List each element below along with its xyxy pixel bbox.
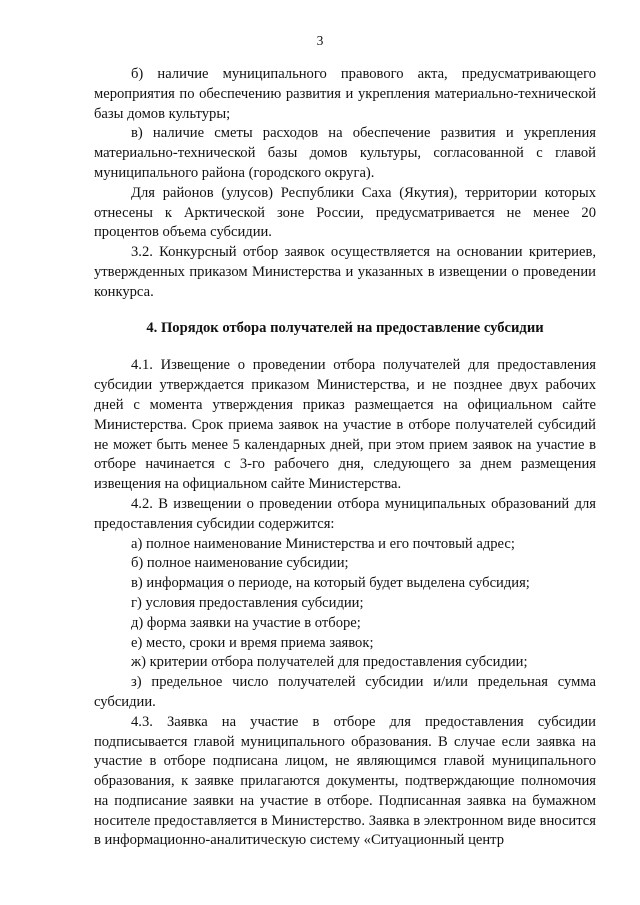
list-item-a: а) полное наименование Министерства и его почтовый адрес; <box>131 535 515 552</box>
list-item-g: г) условия предоставления субсидии; <box>131 594 364 611</box>
list-item-v: в) информация о периоде, на который будет выделена субсидия; <box>131 575 530 592</box>
section-heading: 4. Порядок отбора получателей на предоставление субсидии <box>146 319 544 336</box>
document-body <box>94 65 596 851</box>
paragraph-v-cost-estimate: в) наличие сметы расходов на обеспечение развития и укрепления материально-технической базы домов культуры, согласованной с главой муниципального района (городского округа). <box>94 125 596 181</box>
list-item-d: д) форма заявки на участие в отборе; <box>131 614 361 631</box>
paragraph-b-municipal-act: б) наличие муниципального правового акта, предусматривающего мероприятия по обеспечению развития и укрепления материально-технической базы домов культуры; <box>94 66 596 122</box>
list-item-zh: ж) критерии отбора получателей для предоставления субсидии; <box>131 654 528 671</box>
paragraph-4-3: 4.3. Заявка на участие в отборе для предоставления субсидии подписывается главой муниципального образования. В случае если заявка на участие в отборе подписана лицом, не являющимся главой муниципального образования, к заявке прилагаются документы, подтверждающие полномочия на подписание заявки на участие в отборе. Подписанная заявка на бумажном носителе предоставляется в Министерство. Заявка в электронном виде вносится в информационно-аналитическую систему «Ситуационный центр <box>94 713 596 849</box>
list-item-z: з) предельное число получателей субсидии и/или предельная сумма субсидии. <box>94 674 596 710</box>
paragraph-arctic-districts: Для районов (улусов) Республики Саха (Якутия), территории которых отнесены к Арктической зоне России, предусматривается не менее 20 процентов объема субсидии. <box>94 184 596 241</box>
paragraph-3-2: 3.2. Конкурсный отбор заявок осуществляется на основании критериев, утвержденных приказом Министерства и указанных в извещении о проведении конкурса. <box>94 244 596 300</box>
paragraph-4-2: 4.2. В извещении о проведении отбора муниципальных образований для предоставления субсидии содержится: <box>94 495 596 532</box>
list-item-e: е) место, сроки и время приема заявок; <box>131 634 374 651</box>
list-item-b: б) полное наименование субсидии; <box>131 555 349 572</box>
page-number: 3 <box>316 33 324 48</box>
paragraph-4-1: 4.1. Извещение о проведении отбора получателей для предоставления субсидии утверждается приказом Министерства, и не позднее двух рабочих дней с момента утверждения приказ размещается на официальном сайте Министерства. Срок приема заявок на участие в отборе получателей субсидий не может быть менее 5 календарных дней, при этом прием заявок на участие в отборе начинается с 3-го рабочего дня, следующего за днем размещения извещения на официальном сайте Министерства. <box>94 357 596 493</box>
